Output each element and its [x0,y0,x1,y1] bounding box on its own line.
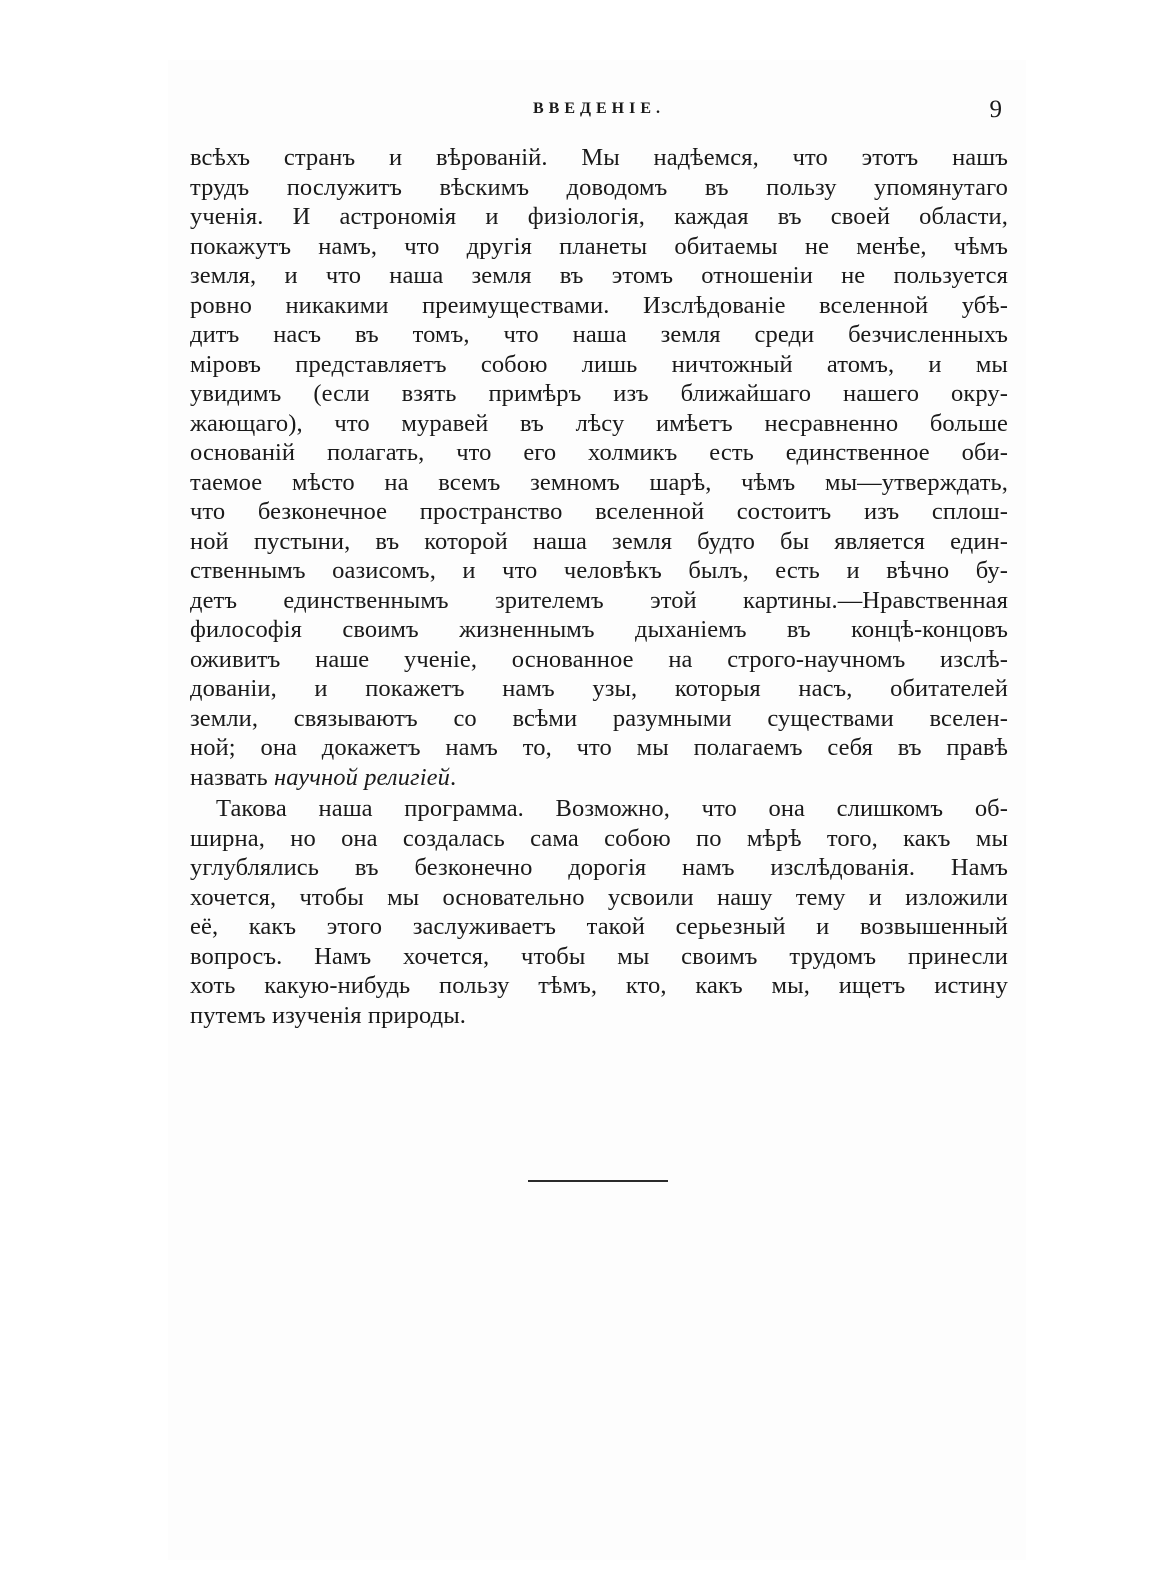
text-line: ширна, но она создалась сама собою по мѣрѣ того, какъ мы [190,824,1008,852]
running-head [190,96,1008,126]
text-plain: назвать [190,763,274,791]
text-line: углублялись въ безконечно дорогія намъ изслѣдованія. Намъ [190,854,1008,881]
text-line: хочется, чтобы мы основательно усвоили нашу тему и изложили [190,883,1008,911]
text-line: ровно никакими преимуществами. Изслѣдованіе вселенной убѣ- [190,291,1008,319]
text-line: дитъ насъ въ томъ, что наша земля среди безчисленныхъ [190,321,1008,348]
text-line: земли, связываютъ со всѣми разумными существами вселен- [190,704,1008,732]
end-rule [528,1180,668,1182]
text-line: всѣхъ странъ и вѣрованій. Мы надѣемся, что этотъ нашъ [190,144,1008,171]
text-line: ной; она докажетъ намъ то, что мы полагаемъ себя въ правѣ [190,734,1008,761]
text-line-last [190,763,1008,793]
text-line: её, какъ этого заслуживаетъ такой серьезный и возвышенный [190,913,1008,940]
text-line: что безконечное пространство вселенной состоитъ изъ сплош- [190,498,1008,525]
text-line: увидимъ (если взять примѣръ изъ ближайшаго нашего окру- [190,380,1008,407]
text-line: основаній полагать, что его холмикъ есть единственное оби- [190,439,1008,466]
text-line: дованіи, и покажетъ намъ узы, которыя насъ, обитателей [190,675,1008,702]
paragraph-2 [190,794,1008,1030]
text-line: жающаго), что муравей въ лѣсу имѣетъ несравненно больше [190,409,1008,437]
text-line: Такова наша программа. Возможно, что она слишкомъ об- [216,795,1008,822]
text-line: оживитъ наше ученіе, основанное на строго-научномъ изслѣ- [190,645,1008,673]
text-line: міровъ представляетъ собою лишь ничтожный атомъ, и мы [190,350,1008,378]
italic-emphasis: научной религіей [273,763,450,791]
text-line: покажутъ намъ, что другія планеты обитаемы не менѣе, чѣмъ [190,232,1008,260]
text-line: таемое мѣсто на всемъ земномъ шарѣ, чѣмъ мы—утверждать, [190,468,1008,496]
text-line-last: путемъ изученія природы. [190,1001,466,1029]
text-line: земля, и что наша земля въ этомъ отношеніи не пользуется [190,262,1008,289]
text-line: ной пустыни, въ которой наша земля будто бы является един- [190,527,1008,555]
text-plain-end: . [449,763,457,791]
text-line: хоть какую-нибудь пользу тѣмъ, кто, какъ мы, ищетъ истину [190,972,1008,999]
text-line: детъ единственнымъ зрителемъ этой картины.—Нравственная [190,586,1008,614]
running-title: ВВЕДЕНІЕ. [532,100,666,117]
text-line: вопросъ. Намъ хочется, чтобы мы своимъ трудомъ принесли [190,942,1008,970]
body-text [190,143,1008,1030]
text-line: трудъ послужитъ вѣскимъ доводомъ въ пользу упомянутаго [190,173,1008,201]
page-number: 9 [989,96,1002,123]
text-line: ученія. И астрономія и физіологія, каждая въ своей области, [190,203,1008,230]
text-line: философія своимъ жизненнымъ дыханіемъ въ концѣ-концовъ [190,616,1008,643]
text-line: ственнымъ оазисомъ, и что человѣкъ былъ, есть и вѣчно бу- [190,557,1008,584]
paragraph-1 [190,143,1008,792]
